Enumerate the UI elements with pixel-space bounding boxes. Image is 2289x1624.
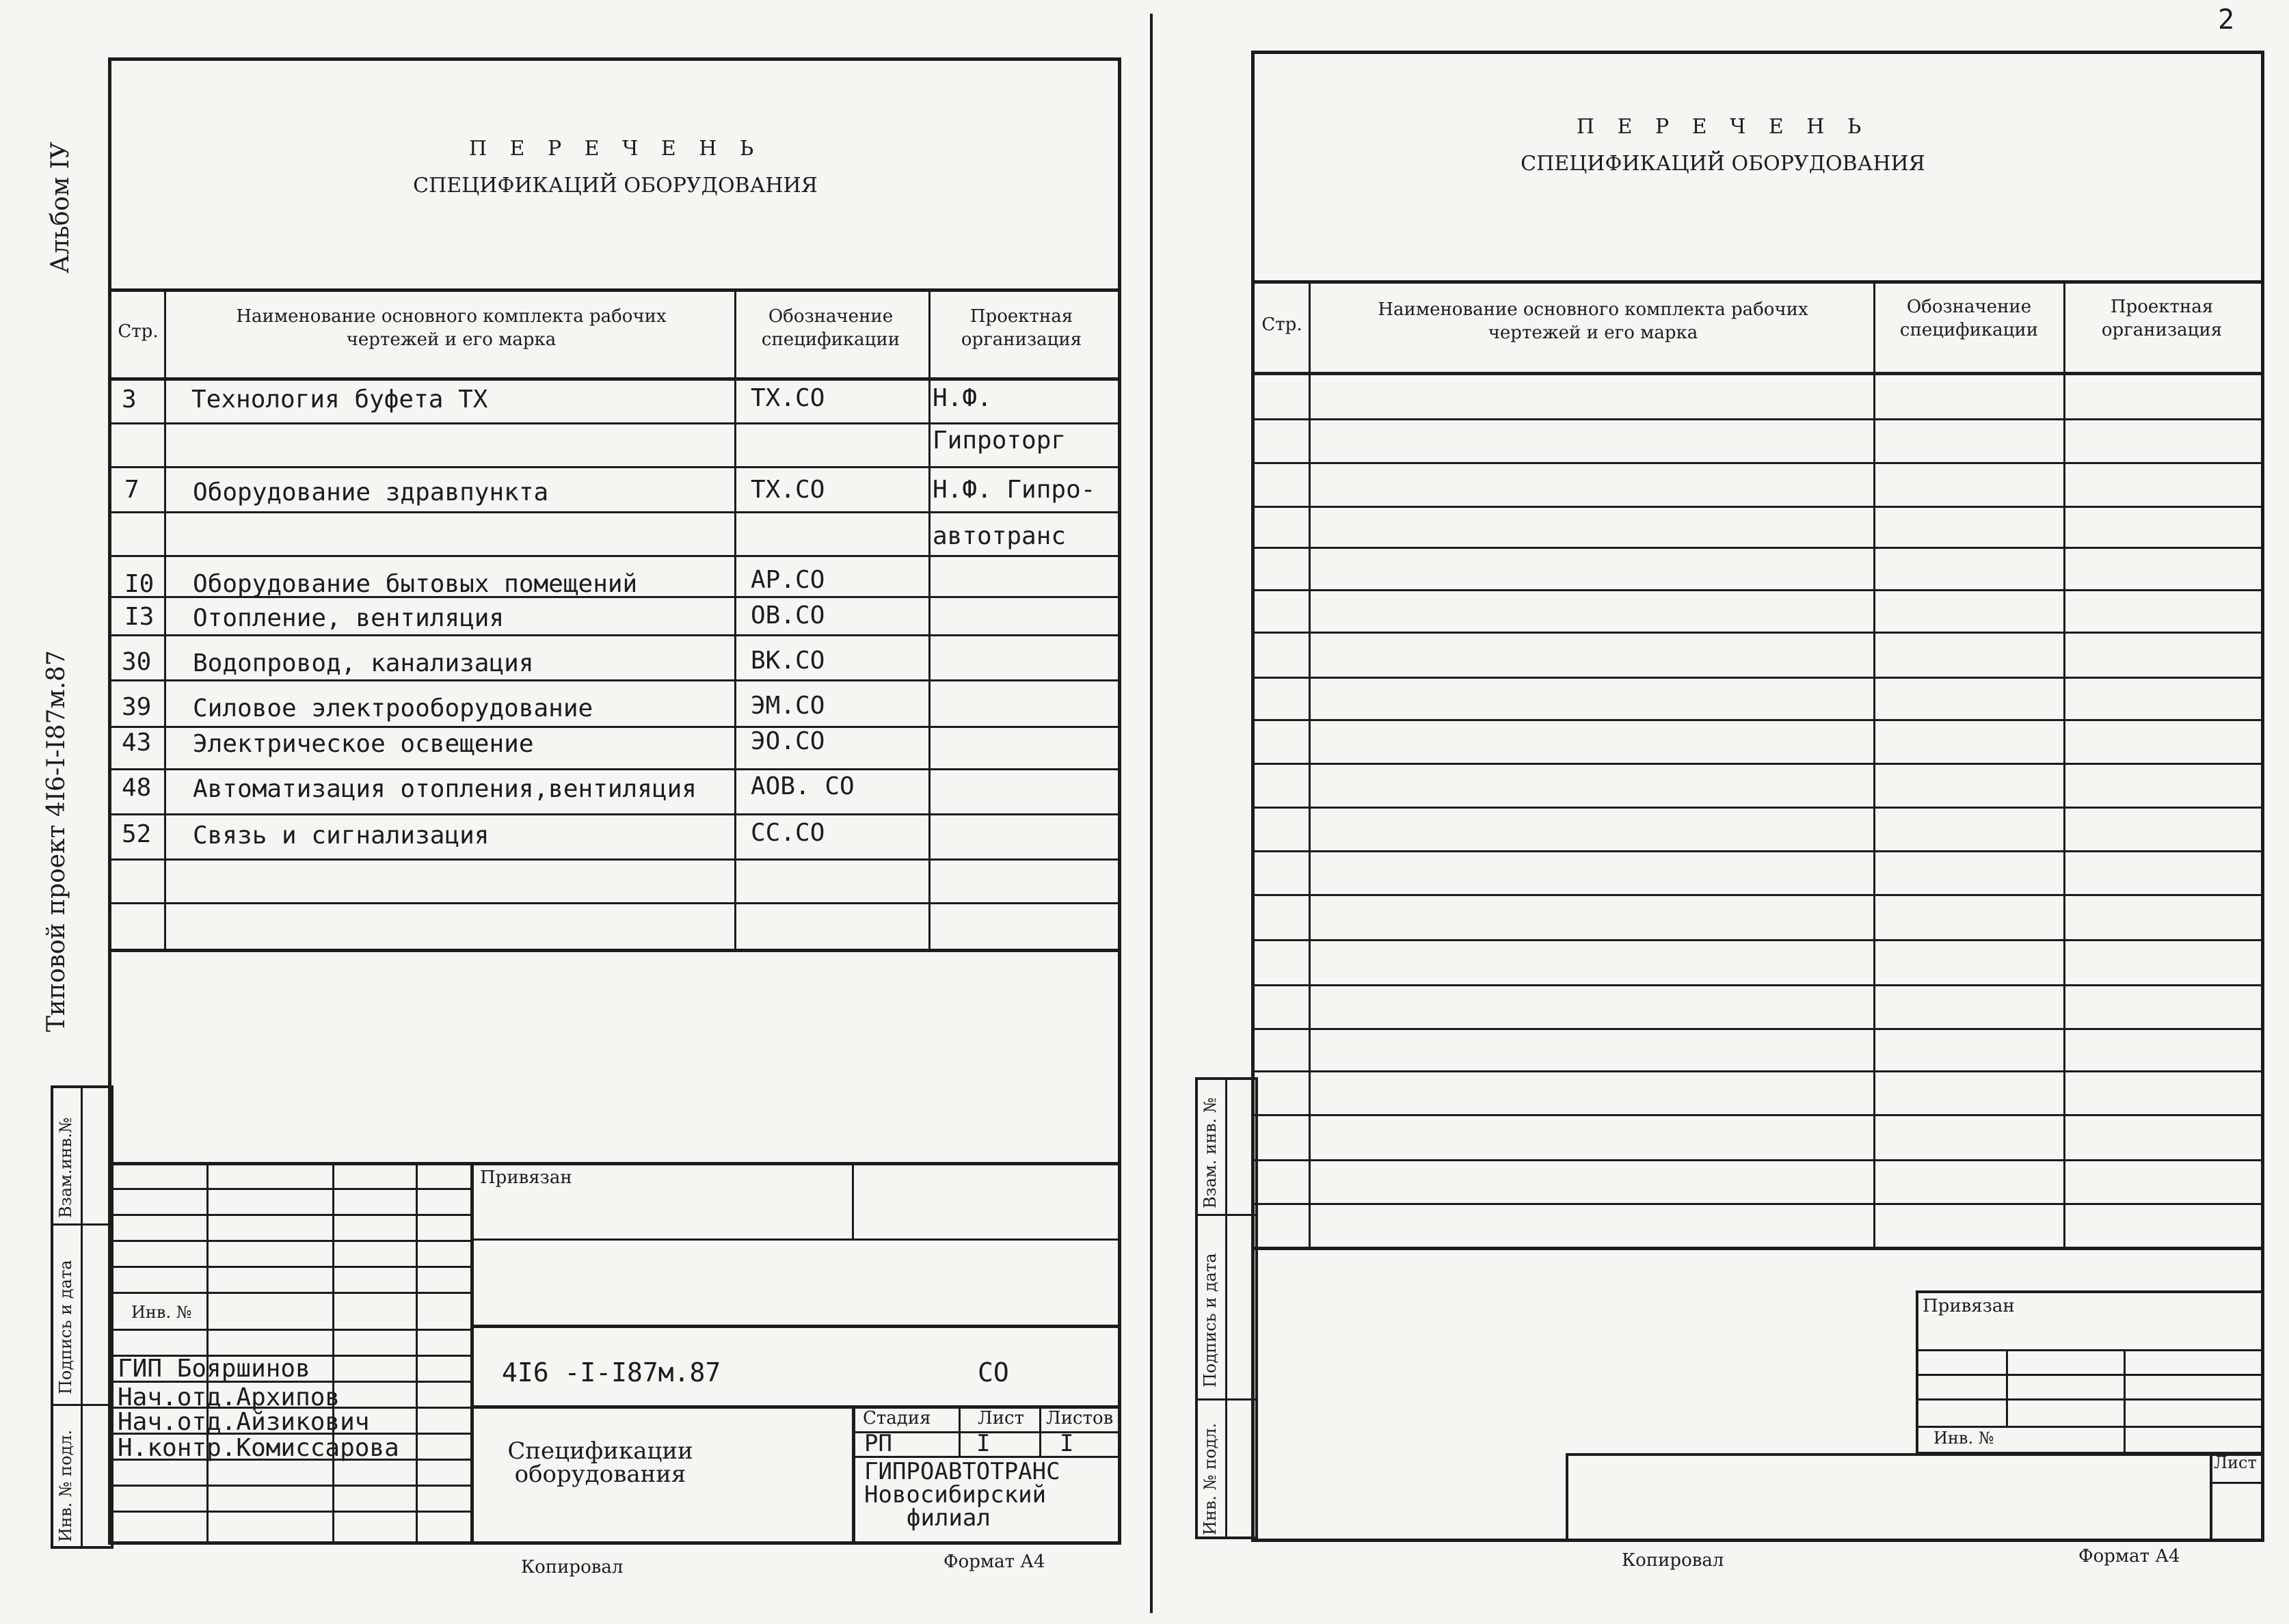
row-7-name: Водопровод, канализация — [193, 649, 534, 677]
right-side-signature: Подпись и дата — [1201, 1253, 1220, 1388]
sheets-label: Листов — [1046, 1408, 1114, 1429]
row-6-name: Отопление, вентиляция — [193, 604, 505, 632]
side-stamp-inventory: Инв. № подл. — [56, 1429, 75, 1542]
side-stamp-signature: Подпись и дата — [56, 1260, 75, 1394]
signer-3: Нач.отд.Айзикович — [118, 1408, 370, 1436]
side-stamp-replaced: Взам.инв.№ — [56, 1117, 75, 1218]
right-side-inventory: Инв. № подл. — [1201, 1422, 1220, 1535]
row-9-code: ЭО.СО — [751, 727, 825, 755]
signer-1: ГИП Бояршинов — [118, 1355, 310, 1383]
stage-label: Стадия — [863, 1408, 931, 1429]
row-5-name: Оборудование бытовых помещений — [193, 570, 638, 598]
right-title-line2: СПЕЦИФИКАЦИЙ ОБОРУДОВАНИЯ — [1521, 152, 1925, 176]
margin-project: Типовой проект 4I6-I-I87м.87 — [42, 650, 70, 1032]
right-col-name: Наименование основного комплекта рабочих чертежей и его марка — [1378, 299, 1808, 343]
row-10-page: 48 — [122, 774, 152, 802]
sheet-label: Лист — [978, 1408, 1024, 1429]
right-col-org: Проектная организация — [2101, 297, 2223, 340]
org-line1: ГИПРОАВТОТРАНС — [864, 1458, 1060, 1485]
left-title-line2: СПЕЦИФИКАЦИЙ ОБОРУДОВАНИЯ — [413, 174, 818, 198]
row-10-code: АОВ. СО — [751, 772, 855, 800]
row-6-code: ОВ.СО — [751, 601, 825, 630]
org-line3: филиал — [907, 1504, 991, 1532]
right-inv-label: Инв. № — [1933, 1429, 1994, 1448]
sheets-value: I — [1060, 1430, 1074, 1457]
org-line2: Новосибирский — [864, 1481, 1047, 1508]
right-title-line1: П Е Р Е Ч Е Н Ь — [1576, 115, 1870, 139]
row-10-name: Автоматизация отопления,вентиляция — [193, 775, 697, 803]
doc-mark: СО — [978, 1357, 1009, 1388]
row-1-page: 3 — [122, 385, 137, 414]
left-col-name: Наименование основного комплекта рабочих чертежей и его марка — [236, 306, 667, 350]
row-1-org: Н.Ф. — [933, 384, 992, 412]
row-8-page: 39 — [122, 693, 152, 721]
right-side-replaced: Взам. инв. № — [1201, 1097, 1220, 1208]
left-col-org: Проектная организация — [961, 306, 1082, 350]
row-7-page: 30 — [122, 648, 152, 676]
doc-title: Спецификации оборудования — [507, 1437, 693, 1488]
page-number: 2 — [2218, 4, 2235, 36]
row-5-code: АР.СО — [751, 566, 825, 594]
row-8-code: ЭМ.СО — [751, 692, 825, 720]
right-col-code: Обозначение спецификации — [1899, 297, 2039, 340]
margin-album: Альбом IУ — [46, 141, 75, 273]
row-11-name: Связь и сигнализация — [193, 822, 490, 850]
sheet-value: I — [976, 1430, 991, 1457]
right-footer-format: Формат А4 — [2078, 1546, 2180, 1567]
row-3-name: Оборудование здравпункта — [193, 478, 549, 506]
right-sheet-label: Лист — [2214, 1453, 2257, 1472]
row-4-org: автотранс — [933, 522, 1067, 550]
left-inv-label: Инв. № — [131, 1303, 192, 1322]
row-3-code: ТХ.СО — [751, 476, 825, 504]
row-3-org: Н.Ф. Гипро- — [933, 476, 1096, 504]
signer-2: Нач.отд.Архипов — [118, 1383, 340, 1411]
right-title-stamp — [1566, 1453, 2212, 1542]
row-9-page: 43 — [122, 729, 152, 757]
row-1-name: Технология буфета ТХ — [191, 385, 488, 414]
stage-value: РП — [864, 1430, 892, 1457]
row-5-page: I0 — [124, 570, 155, 598]
right-footer-copied: Копировал — [1622, 1550, 1724, 1571]
row-1-code: ТХ.СО — [751, 384, 825, 412]
left-footer-copied: Копировал — [521, 1557, 624, 1578]
signer-4: Н.контр.Комиссарова — [118, 1434, 399, 1462]
left-privyazan: Привязан — [480, 1167, 572, 1188]
doc-code: 4I6 -I-I87м.87 — [502, 1357, 721, 1388]
row-9-name: Электрическое освещение — [193, 730, 534, 758]
row-2-org: Гипроторг — [933, 427, 1067, 455]
sheet-divider — [1150, 14, 1153, 1613]
left-title-line1: П Е Р Е Ч Е Н Ь — [468, 137, 762, 161]
row-3-page: 7 — [124, 476, 139, 504]
row-11-page: 52 — [122, 820, 152, 848]
right-col-page: Стр. — [1261, 314, 1302, 335]
row-6-page: I3 — [124, 603, 155, 631]
row-7-code: ВК.СО — [751, 647, 825, 675]
left-col-page: Стр. — [118, 321, 159, 342]
left-footer-format: Формат А4 — [943, 1552, 1045, 1572]
row-11-code: СС.СО — [751, 819, 825, 847]
row-8-name: Силовое электрооборудование — [193, 694, 593, 722]
left-col-code: Обозначение спецификации — [761, 306, 900, 350]
right-privyazan: Привязан — [1923, 1296, 2015, 1316]
